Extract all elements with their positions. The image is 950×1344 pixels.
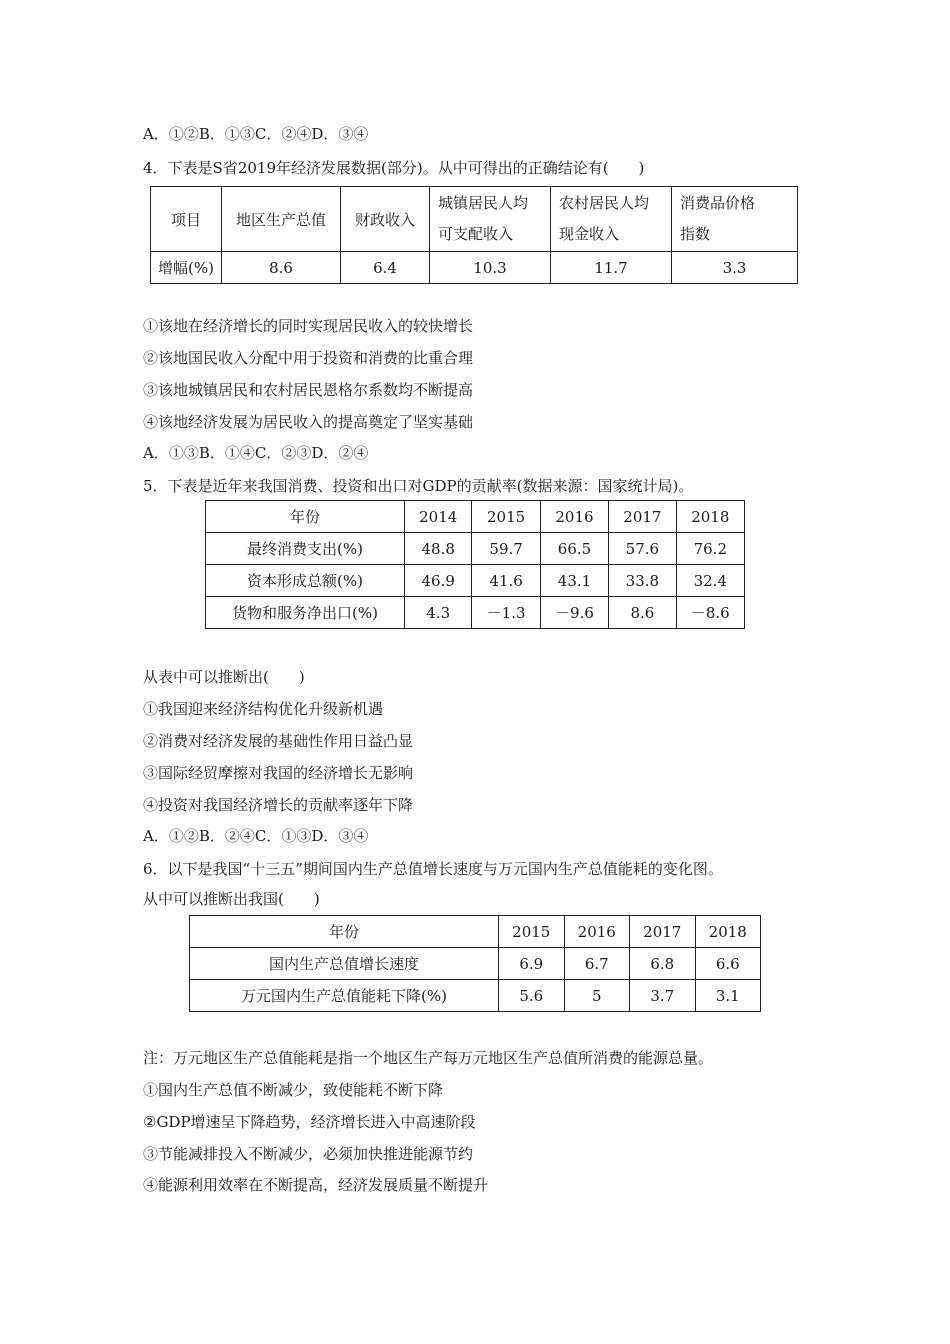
q5-item-4: ④投资对我国经济增长的贡献率逐年下降: [143, 796, 414, 814]
q5-item-2: ②消费对经济发展的基础性作用日益凸显: [143, 732, 414, 750]
table-header-cell: 2016: [564, 916, 630, 948]
q5-table: [205, 500, 745, 629]
table-header-cell: 年份: [206, 501, 405, 533]
table-cell: 6.9: [499, 948, 565, 980]
table-row-label: 增幅(%): [151, 252, 222, 284]
q6-note: 注：万元地区生产总值能耗是指一个地区生产每万元地区生产总值所消费的能源总量。: [143, 1049, 714, 1067]
table-row-label: 货物和服务净出口(%): [206, 597, 405, 629]
table-cell: 43.1: [540, 565, 608, 597]
table-cell: 6.6: [695, 948, 761, 980]
q6-item-4: ④能源利用效率在不断提高，经济发展质量不断提升: [143, 1176, 489, 1194]
table-row: [190, 980, 761, 1012]
table-header-cell: 2018: [676, 501, 744, 533]
table-cell: 33.8: [609, 565, 676, 597]
table-header-cell: 项目: [151, 187, 222, 252]
table-header-cell: 2016: [540, 501, 608, 533]
table-header-cell: 年份: [190, 916, 499, 948]
table-cell: 11.7: [551, 252, 672, 284]
table-header-cell: [430, 187, 551, 252]
q5-options: A．①②B．②④C．①③D．③④: [143, 827, 369, 845]
table-header-cell: [672, 187, 798, 252]
table-row: [206, 533, 745, 565]
q4-stem: 4．下表是S省2019年经济发展数据(部分)。从中可得出的正确结论有( ): [143, 159, 645, 177]
table-cell: 46.9: [405, 565, 472, 597]
table-header-cell: 2015: [499, 916, 565, 948]
q4-options: A．①③B．①④C．②③D．②④: [143, 444, 369, 462]
table-cell: 6.7: [564, 948, 630, 980]
q6-table: [189, 915, 761, 1012]
q4-item-4: ④该地经济发展为居民收入的提高奠定了坚实基础: [143, 413, 474, 431]
q6-item-1: ①国内生产总值不断减少，致使能耗不断下降: [143, 1081, 444, 1099]
q5-prompt: 从表中可以推断出( ): [143, 668, 305, 686]
table-cell: 57.6: [609, 533, 676, 565]
table-header-cell: 财政收入: [341, 187, 430, 252]
table-row: [190, 948, 761, 980]
table-cell: 5.6: [499, 980, 565, 1012]
q6-stem-line-2: 从中可以推断出我国( ): [143, 890, 320, 908]
table-cell: 3.1: [695, 980, 761, 1012]
header-line: 现金收入: [559, 225, 620, 243]
table-header-row: [190, 916, 761, 948]
table-cell: 66.5: [540, 533, 608, 565]
table-header-cell: 2017: [609, 501, 676, 533]
table-header-cell: 2014: [405, 501, 472, 533]
table-cell: 6.8: [630, 948, 696, 980]
q4-item-2: ②该地国民收入分配中用于投资和消费的比重合理: [143, 349, 474, 367]
table-header-cell: 地区生产总值: [222, 187, 341, 252]
q5-item-3: ③国际经贸摩擦对我国的经济增长无影响: [143, 764, 414, 782]
table-cell: 6.4: [341, 252, 430, 284]
table-row: [151, 252, 798, 284]
table-cell: 32.4: [676, 565, 744, 597]
table-row-label: 最终消费支出(%): [206, 533, 405, 565]
table-row-label: 万元国内生产总值能耗下降(%): [190, 980, 499, 1012]
table-cell: 10.3: [430, 252, 551, 284]
q3-options: A．①②B．①③C．②④D．③④: [143, 125, 369, 143]
table-cell: 5: [564, 980, 630, 1012]
q4-table: [150, 186, 798, 284]
q6-item-2: ②GDP增速呈下降趋势，经济增长进入中高速阶段: [143, 1113, 476, 1131]
q4-item-3: ③该地城镇居民和农村居民恩格尔系数均不断提高: [143, 381, 474, 399]
table-cell: －8.6: [676, 597, 744, 629]
q4-item-1: ①该地在经济增长的同时实现居民收入的较快增长: [143, 317, 474, 335]
q6-stem-line-1: 6．以下是我国“十三五”期间国内生产总值增长速度与万元国内生产总值能耗的变化图。: [143, 860, 723, 878]
header-line: 城镇居民人均: [438, 194, 529, 212]
table-header-cell: 2015: [472, 501, 540, 533]
table-cell: 76.2: [676, 533, 744, 565]
header-line: 可支配收入: [438, 225, 514, 243]
table-cell: 41.6: [472, 565, 540, 597]
table-row: [206, 597, 745, 629]
table-header-row: [206, 501, 745, 533]
q6-item-3: ③节能减排投入不断减少，必须加快推进能源节约: [143, 1145, 474, 1163]
table-header-cell: 2017: [630, 916, 696, 948]
table-cell: 8.6: [222, 252, 341, 284]
table-cell: －9.6: [540, 597, 608, 629]
table-cell: 8.6: [609, 597, 676, 629]
header-line: 农村居民人均: [559, 194, 650, 212]
header-line: 指数: [680, 225, 711, 243]
table-cell: －1.3: [472, 597, 540, 629]
table-row: [206, 565, 745, 597]
table-header-cell: [551, 187, 672, 252]
table-row-label: 资本形成总额(%): [206, 565, 405, 597]
table-header-row: [151, 187, 798, 252]
table-cell: 59.7: [472, 533, 540, 565]
table-cell: 3.7: [630, 980, 696, 1012]
table-row-label: 国内生产总值增长速度: [190, 948, 499, 980]
table-header-cell: 2018: [695, 916, 761, 948]
q5-stem: 5．下表是近年来我国消费、投资和出口对GDP的贡献率(数据来源：国家统计局)。: [143, 477, 694, 495]
table-cell: 3.3: [672, 252, 798, 284]
table-cell: 48.8: [405, 533, 472, 565]
table-cell: 4.3: [405, 597, 472, 629]
header-line: 消费品价格: [680, 194, 756, 212]
q5-item-1: ①我国迎来经济结构优化升级新机遇: [143, 700, 384, 718]
